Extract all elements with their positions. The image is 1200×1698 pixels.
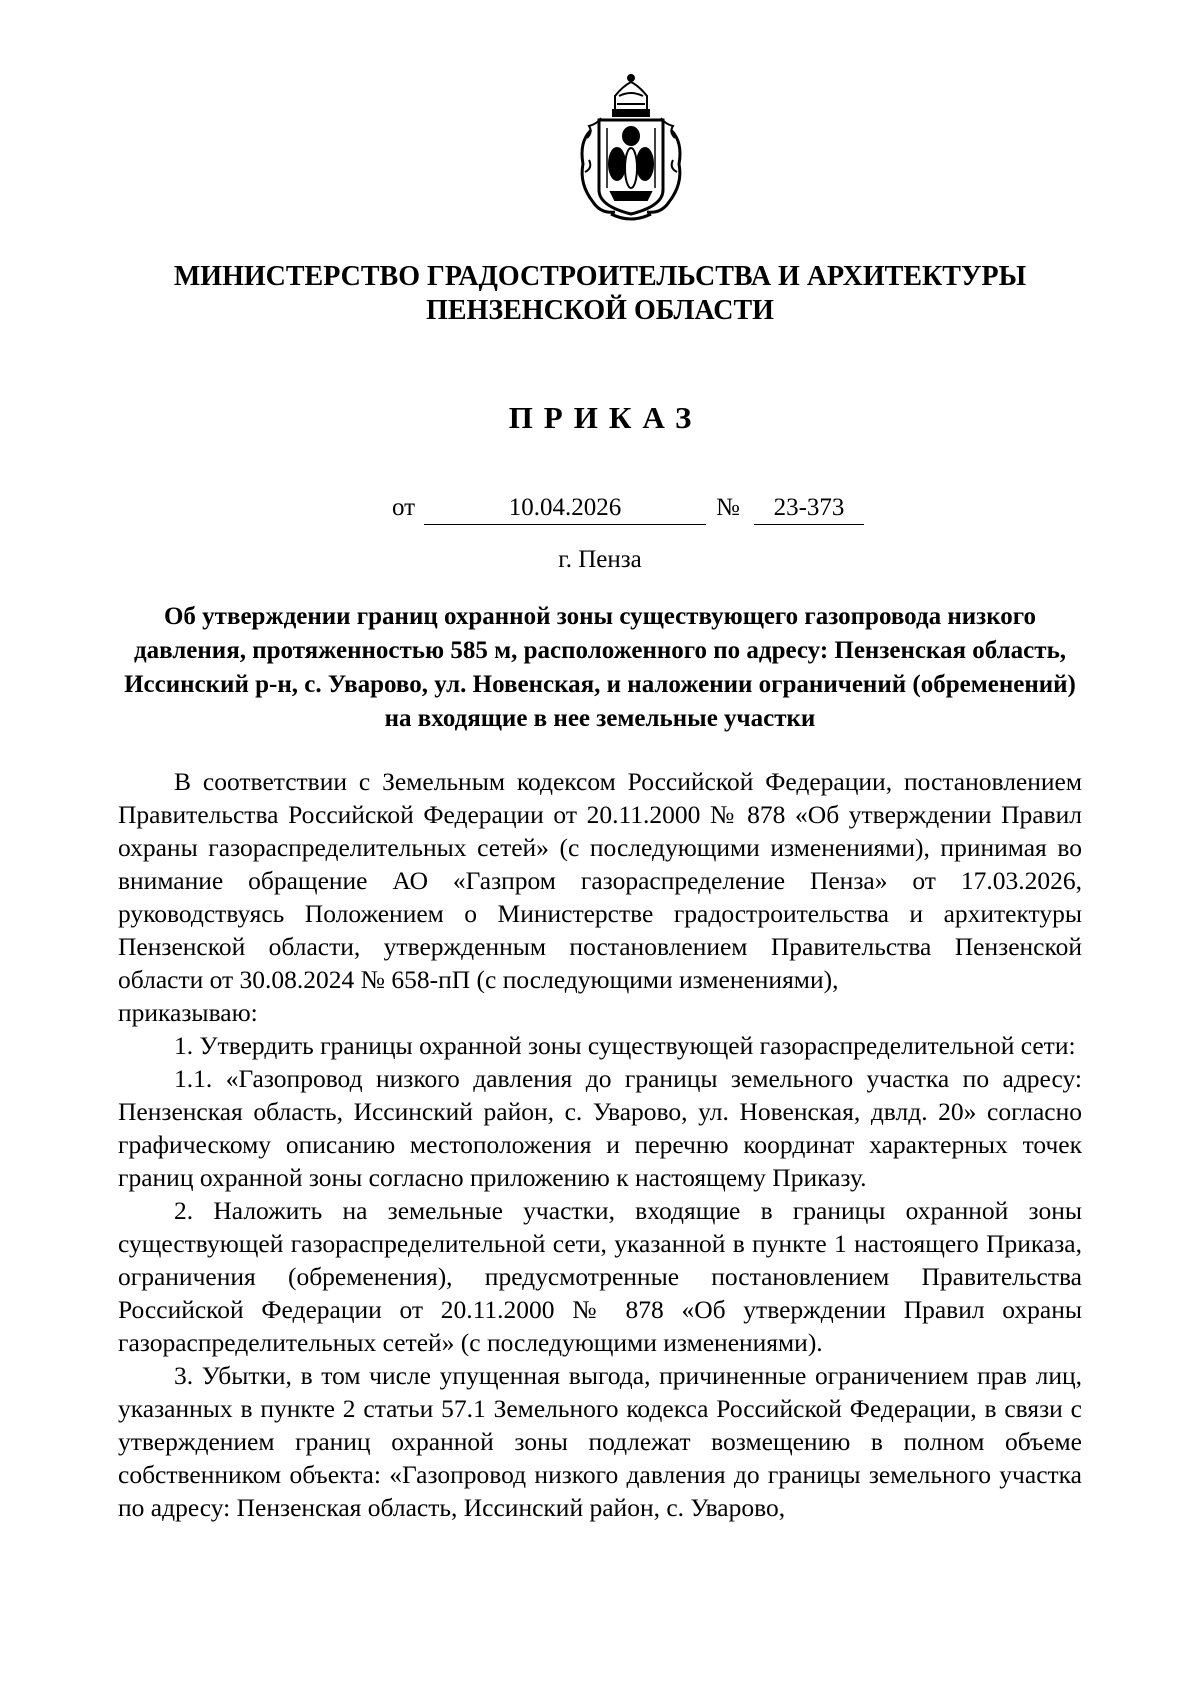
ministry-name [100,260,1100,328]
order-city: г. Пенза [558,546,642,573]
order-word: приказываю: [118,998,258,1027]
order-title: ПРИКАЗ [508,400,703,435]
item-2-paragraph: 2. Наложить на земельные участки, входящие в границы охранной зоны существующей газораспределительной сети, указанной в пункте 1 настоящего Приказа, ограничения (обременения), предусмотренные постановлением Правительства Российской Федерации от 20.11.2000 № 878 «Об утверждении Правил охраны газораспределительных сетей» (с последующими изменениями). [118,1196,1082,1357]
order-number: 23-373 [754,494,864,525]
date-prefix: от [392,494,416,521]
item-1-1-paragraph: 1.1. «Газопровод низкого давления до границы земельного участка по адресу: Пензенская область, Иссинский район, с. Уварово, ул. Новенская, двлд. 20» согласно графическому описанию местоположения и перечню координат характерных точек границ охранной зоны согласно приложению к настоящему Приказу. [118,1064,1082,1192]
order-date: 10.04.2026 [424,494,706,525]
ministry-name-line2: ПЕНЗЕНСКОЙ ОБЛАСТИ [426,295,774,326]
order-body [118,765,1082,1524]
ministry-name-line1: МИНИСТЕРСТВО ГРАДОСТРОИТЕЛЬСТВА И АРХИТЕКТУРЫ [173,261,1027,292]
penza-region-coat-of-arms-icon [571,72,691,227]
preamble-paragraph: В соответствии с Земельным кодексом Российской Федерации, постановлением Правительства Российской Федерации от 20.11.2000 № 878 «Об утверждении Правил охраны газораспределительных сетей» (с последующими изменениями), принимая во внимание обращение АО «Газпром газораспределение Пенза» от 17.03.2026, руководствуясь Положением о Министерстве градостроительства и архитектуры Пензенской области, утвержденным постановлением Правительства Пензенской области от 30.08.2024 № 658-пП (с последующими изменениями), [118,767,1082,994]
order-dateline [0,494,1200,530]
item-1-paragraph: 1. Утвердить границы охранной зоны существующей газораспределительной сети: [174,1031,1076,1060]
item-3-paragraph: 3. Убытки, в том числе упущенная выгода, причиненные ограничением прав лиц, указанных в пункте 2 статьи 57.1 Земельного кодекса Российской Федерации, в связи с утверждением границ охранной зоны подлежат возмещению в полном объеме собственником объекта: «Газопровод низкого давления до границы земельного участка по адресу: Пензенская область, Иссинский район, с. Уварово, [118,1361,1082,1522]
order-subject: Об утверждении границ охранной зоны существующего газопровода низкого давления, протяженностью 585 м, расположенного по адресу: Пензенская область, Иссинский р-н, с. Уварово, ул. Новенская, и наложении ограничений (обременений) на входящие в нее земельные участки [124,603,1076,732]
number-prefix: № [716,494,740,521]
